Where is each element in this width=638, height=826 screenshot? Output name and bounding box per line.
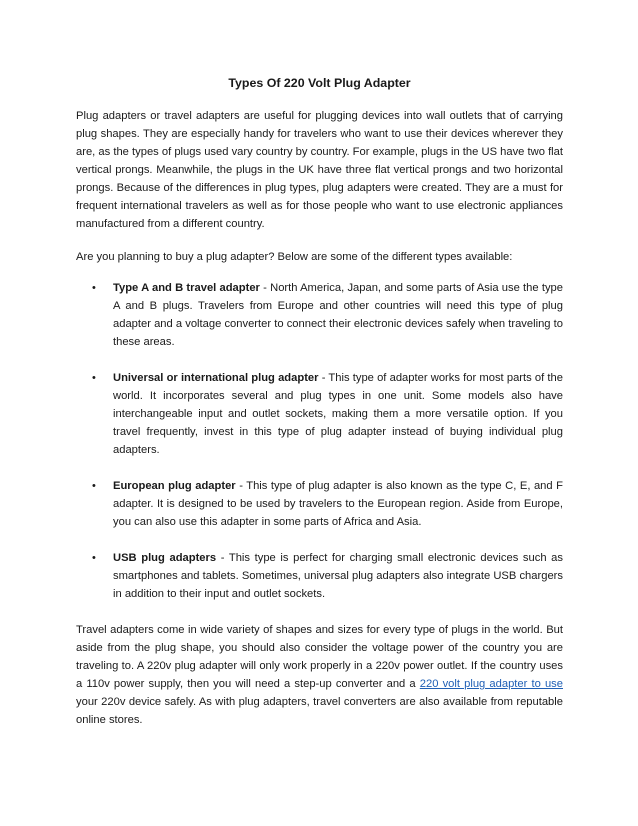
plug-adapter-link[interactable]: 220 volt plug adapter to use	[419, 678, 563, 690]
list-item-usb	[76, 549, 563, 603]
lead-paragraph: Are you planning to buy a plug adapter? Below are some of the different types available:	[76, 251, 513, 263]
list-item-term: USB plug adapters	[113, 552, 217, 564]
document-page	[76, 76, 563, 729]
bullet-icon: •	[92, 282, 96, 294]
adapter-types-list	[76, 279, 563, 603]
list-item-text: - This type of adapter works for most parts of the world. It incorporates several and plug types in one unit. Some models also have interchangeable input and outlet sockets, making them a more versatile option. If you travel frequently, invest in this type of plug adapter instead of buying individual plug adapters.	[113, 372, 563, 456]
list-item-text: - This type is perfect for charging small electronic devices such as smartphones and tablets. Sometimes, universal plug adapters also integrate USB chargers in addition to their input and outlet sockets.	[113, 552, 563, 600]
list-item-term: Type A and B travel adapter	[113, 282, 260, 294]
list-item-type-a-b	[76, 279, 563, 351]
intro-paragraph: Plug adapters or travel adapters are useful for plugging devices into wall outlets that of carrying plug shapes. They are especially handy for travelers who want to use their devices wherever they are, as the types of plugs used vary country by country. For example, plugs in the US have two flat vertical prongs. Meanwhile, the plugs in the UK have three flat vertical prongs and two horizontal prongs. Because of the differences in plug types, plug adapters were created. They are a must for frequent international travelers as well as for those people who want to use electronic appliances manufactured from a different country.	[76, 110, 563, 230]
list-item-european	[76, 477, 563, 531]
list-item-universal	[76, 369, 563, 459]
bullet-icon: •	[92, 552, 96, 564]
closing-text-before-link: Travel adapters come in wide variety of shapes and sizes for every type of plugs in the world. But aside from the plug shape, you should also consider the voltage power of the country you are traveling to. A 220v plug adapter will only work properly in a 220v power outlet. If the country uses a 110v power supply, then you will need a step-up converter and a	[76, 624, 563, 690]
list-item-text: - This type of plug adapter is also known as the type C, E, and F adapter. It is designed to be used by travelers to the European region. Aside from Europe, you can also use this adapter in some parts of Africa and Asia.	[113, 480, 563, 528]
list-item-term: Universal or international plug adapter	[113, 372, 319, 384]
closing-text-after-link: your 220v device safely. As with plug adapters, travel converters are also available from reputable online stores.	[76, 696, 563, 726]
bullet-icon: •	[92, 480, 96, 492]
list-item-text: - North America, Japan, and some parts of Asia use the type A and B plugs. Travelers from Europe and other countries will need this type of plug adapter and a voltage converter to connect their electronic devices safely when traveling to these areas.	[113, 282, 563, 348]
closing-paragraph	[76, 621, 563, 729]
list-item-term: European plug adapter	[113, 480, 236, 492]
bullet-icon: •	[92, 372, 96, 384]
document-title: Types Of 220 Volt Plug Adapter	[228, 76, 411, 90]
